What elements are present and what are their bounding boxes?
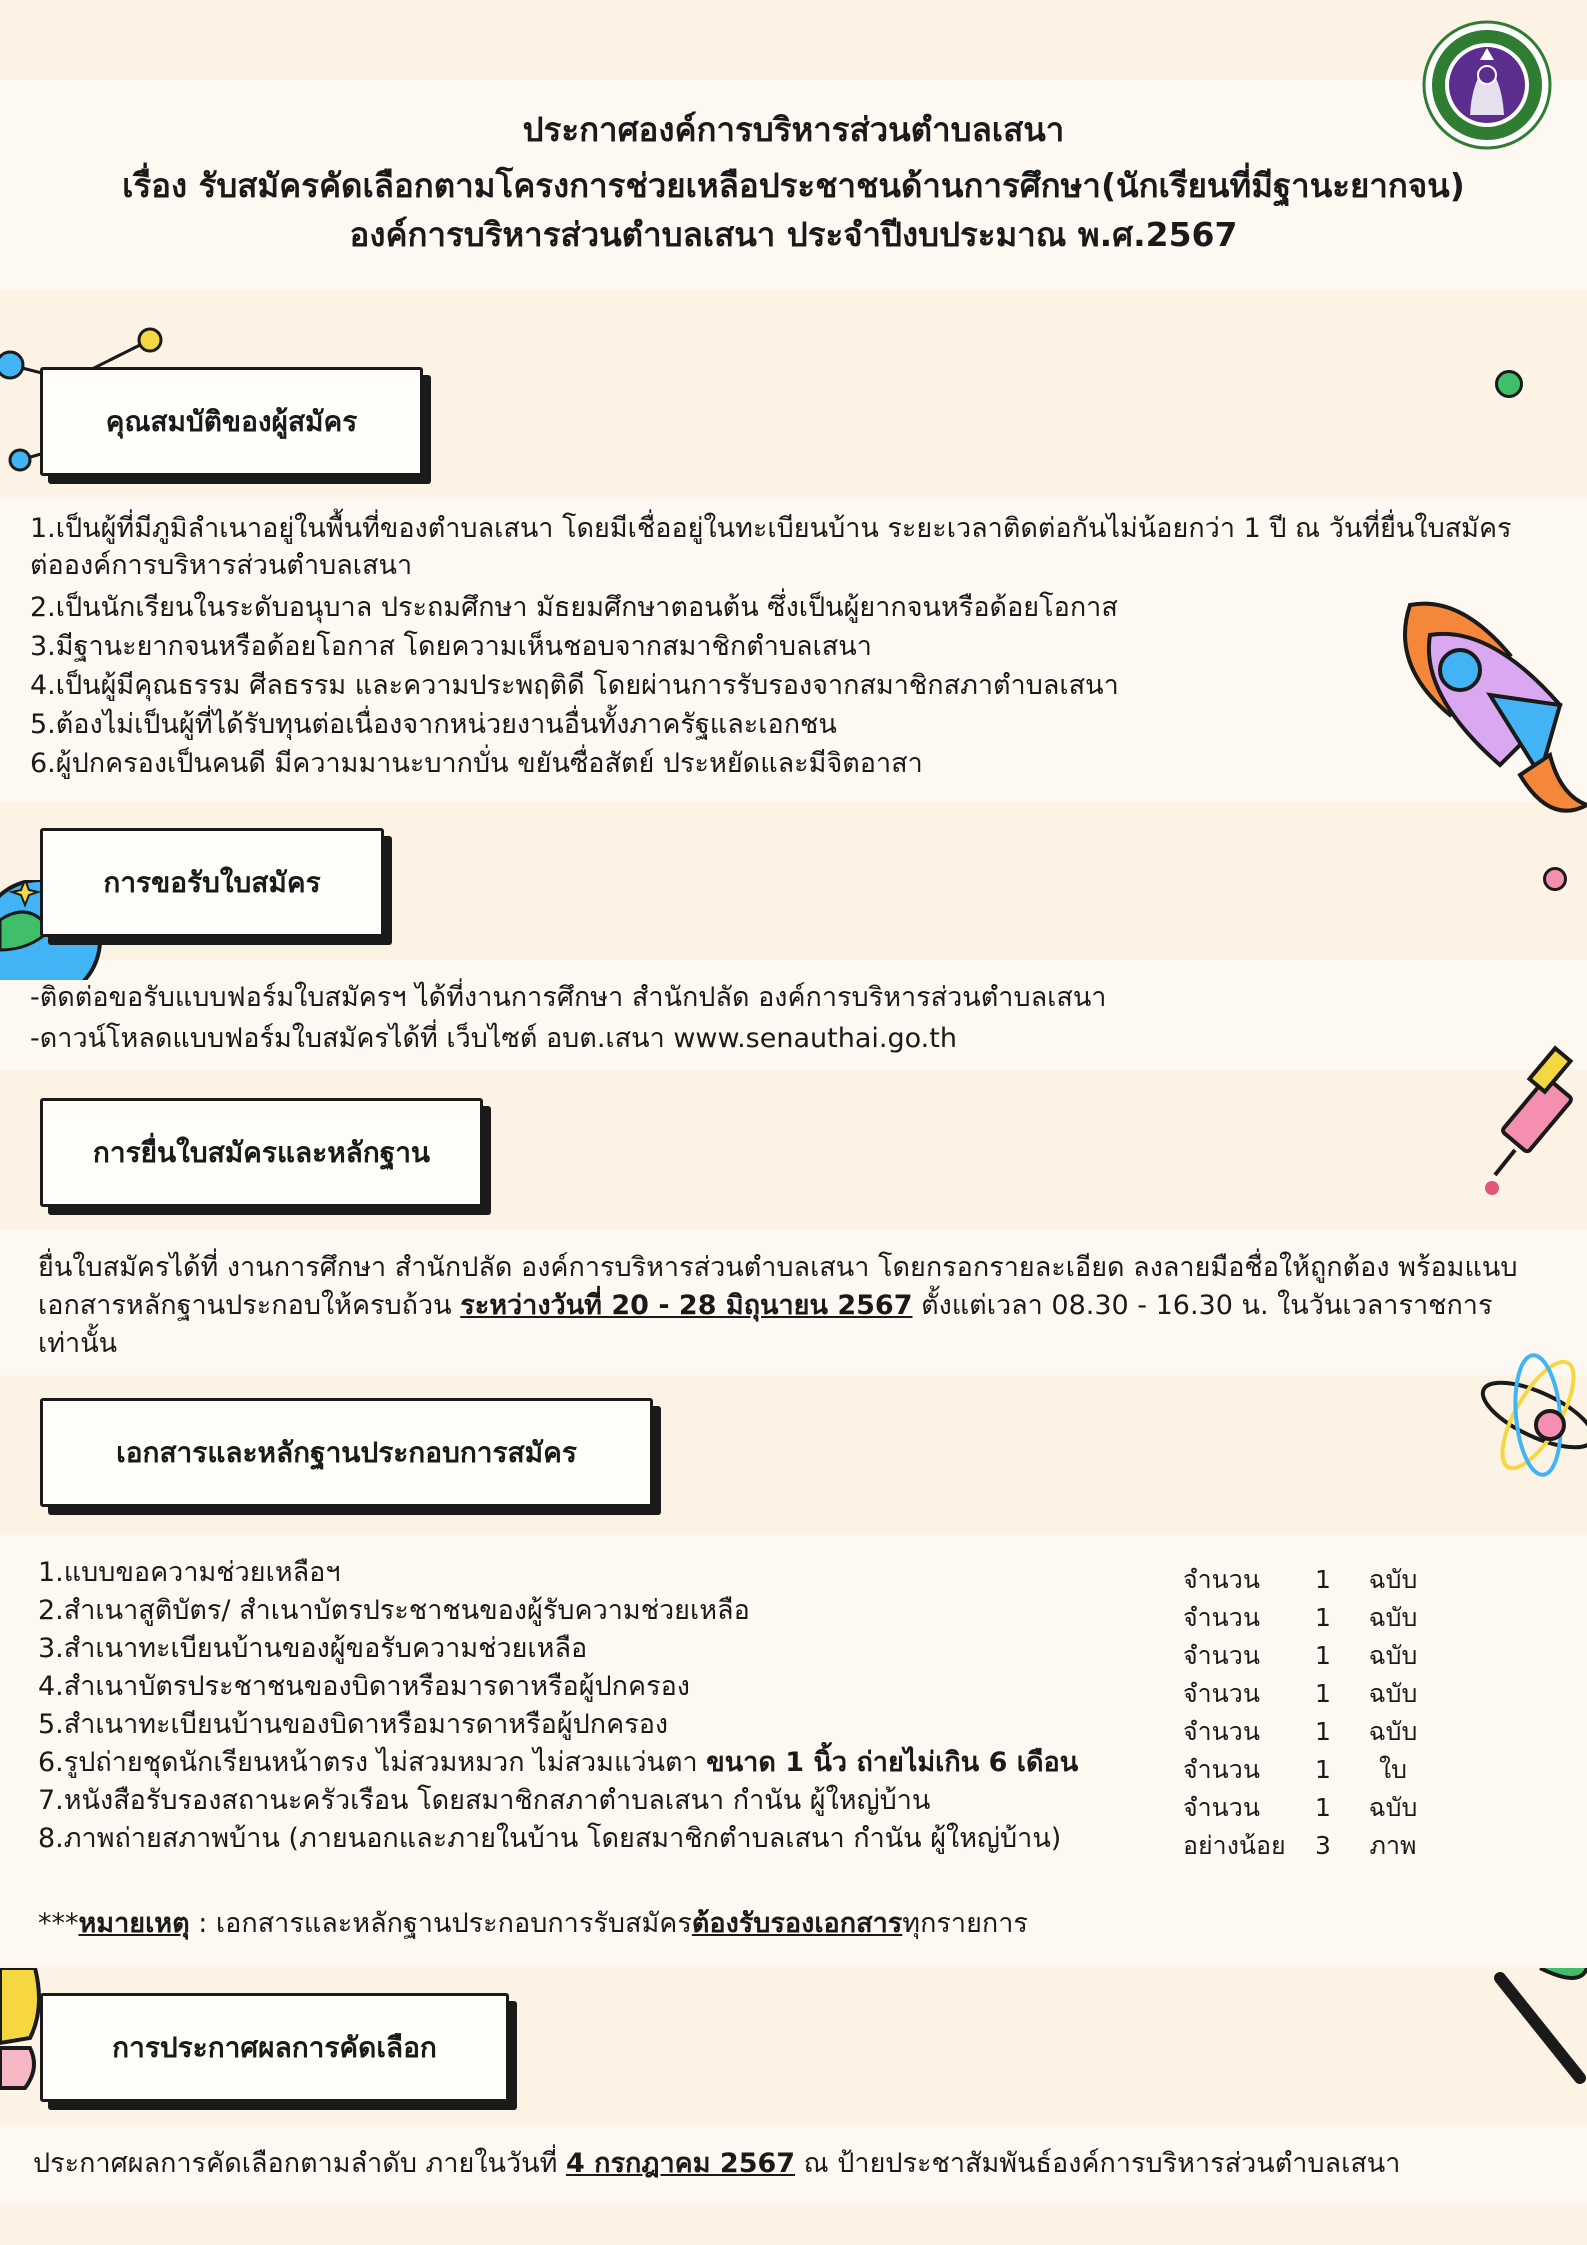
quantity-unit: ฉบับ [1368,1565,1418,1594]
quantity-label: จำนวน [1183,1641,1260,1670]
document-item [38,1705,668,1744]
title-line-1: ประกาศองค์การบริหารส่วนตำบลเสนา [522,110,1065,149]
rocket-icon [1390,595,1587,839]
document-item [38,1819,1061,1858]
qualification-item: 5.ต้องไม่เป็นผู้ที่ได้รับทุนต่อเนื่องจากหน่วยงานอื่นทั้งภาครัฐและเอกชน [30,709,837,740]
title-line-2: เรื่อง รับสมัครคัดเลือกตามโครงการช่วยเหลือประชาชนด้านการศึกษา(นักเรียนที่มีฐานะยากจน) [122,166,1465,205]
quantity-label: จำนวน [1183,1717,1260,1746]
request-form-item: -ดาวน์โหลดแบบฟอร์มใบสมัครได้ที่ เว็บไซต์ อบต.เสนา www.senauthai.go.th [30,1023,957,1054]
quantity-unit: ฉบับ [1368,1603,1418,1632]
qualification-item: 2.เป็นนักเรียนในระดับอนุบาล ประถมศึกษา มัธยมศึกษาตอนต้น ซึ่งเป็นผู้ยากจนหรือด้อยโอกาส [30,592,1118,623]
document-quantity [1183,1637,1433,1675]
quantity-label: จำนวน [1183,1755,1260,1784]
document-item-text: 3.สำเนาทะเบียนบ้านของผู้ขอรับความช่วยเหลือ [38,1633,588,1664]
quantity-unit: ฉบับ [1368,1641,1418,1670]
announcement-heading: การประกาศผลการคัดเลือก [40,1993,509,2102]
pink-dot-icon [1543,867,1567,891]
quantity-count: 1 [1315,1603,1331,1632]
note-text: : เอกสารและหลักฐานประกอบการรับสมัคร [189,1908,692,1939]
quantity-count: 1 [1315,1717,1331,1746]
atom-icon [1478,1340,1587,1494]
announcement-post: ณ ป้ายประชาสัมพันธ์องค์การบริหารส่วนตำบลเสนา [795,2148,1401,2179]
submission-line-1: ยื่นใบสมัครได้ที่ งานการศึกษา สำนักปลัด องค์การบริหารส่วนตำบลเสนา โดยกรอกรายละเอียด ลงลายมือชื่อให้ถูกต้อง พร้อมแนบ [38,1252,1518,1283]
document-item [38,1743,1078,1782]
document-quantity [1183,1827,1433,1865]
document-quantity [1183,1561,1433,1599]
document-item-text: 2.สำเนาสูติบัตร/ สำเนาบัตรประชาชนของผู้รับความช่วยเหลือ [38,1595,750,1626]
quantity-unit: ฉบับ [1368,1679,1418,1708]
document-quantity [1183,1713,1433,1751]
quantity-count: 1 [1315,1641,1331,1670]
quantity-count: 1 [1315,1679,1331,1708]
qualification-item: 3.มีฐานะยากจนหรือด้อยโอกาส โดยความเห็นชอบจากสมาชิกตำบลเสนา [30,631,872,662]
note-stars: *** [38,1908,79,1939]
quantity-unit: ฉบับ [1368,1793,1418,1822]
quantity-label: จำนวน [1183,1565,1260,1594]
qualifications-heading: คุณสมบัติของผู้สมัคร [40,367,423,476]
documents-heading: เอกสารและหลักฐานประกอบการสมัคร [40,1398,653,1507]
announcement-date: 4 กรกฎาคม 2567 [565,2148,796,2179]
announcement-text [33,2144,1400,2183]
qualification-item: 4.เป็นผู้มีคุณธรรม ศีลธรรม และความประพฤติดี โดยผ่านการรับรองจากสมาชิกสภาตำบลเสนา [30,670,1119,701]
document-item-text: 7.หนังสือรับรองสถานะครัวเรือน โดยสมาชิกสภาตำบลเสนา กำนัน ผู้ใหญ่บ้าน [38,1785,931,1816]
document-quantity [1183,1789,1433,1827]
note-label: หมายเหตุ [78,1908,190,1939]
document-item-text: 8.ภาพถ่ายสภาพบ้าน (ภายนอกและภายในบ้าน โดยสมาชิกตำบลเสนา กำนัน ผู้ใหญ่บ้าน) [38,1823,1062,1854]
syringe-icon [1480,1040,1587,1204]
document-quantity [1183,1751,1433,1789]
submission-time: ตั้งแต่เวลา 08.30 - 16.30 น. ในวันเวลาราชการ [912,1290,1493,1321]
quantity-count: 1 [1315,1755,1331,1784]
quantity-label: อย่างน้อย [1183,1831,1286,1860]
quantity-label: จำนวน [1183,1679,1260,1708]
title-line-3: องค์การบริหารส่วนตำบลเสนา ประจำปีงบประมาณ พ.ศ.2567 [349,215,1238,254]
documents-note [38,1904,1028,1943]
note-emphasis: ต้องรับรองเอกสาร [691,1908,903,1939]
qualification-item: ต่อองค์การบริหารส่วนตำบลเสนา [30,550,413,581]
note-end: ทุกรายการ [902,1908,1028,1939]
announcement-pre: ประกาศผลการคัดเลือกตามลำดับ ภายในวันที่ [33,2148,566,2179]
document-item [38,1781,930,1820]
document-item-emphasis: ขนาด 1 นิ้ว ถ่ายไม่เกิน 6 เดือน [706,1747,1079,1778]
quantity-unit: ใบ [1378,1755,1408,1784]
submission-heading: การยื่นใบสมัครและหลักฐาน [40,1098,483,1207]
quantity-unit: ฉบับ [1368,1717,1418,1746]
submission-date-range: ระหว่างวันที่ 20 - 28 มิถุนายน 2567 [460,1290,913,1321]
quantity-unit: ภาพ [1369,1831,1417,1860]
document-item [38,1667,690,1706]
document-item-text: 6.รูปถ่ายชุดนักเรียนหน้าตรง ไม่สวมหมวก ไม่สวมแว่นตา [38,1747,707,1778]
document-item-text: 4.สำเนาบัตรประชาชนของบิดาหรือมารดาหรือผู้ปกครอง [38,1671,690,1702]
qualification-item: 6.ผู้ปกครองเป็นคนดี มีความมานะบากบั่น ขยันซื่อสัตย์ ประหยัดและมีจิตอาสา [30,748,923,779]
document-quantity [1183,1599,1433,1637]
request-form-heading: การขอรับใบสมัคร [40,828,384,937]
quantity-count: 1 [1315,1793,1331,1822]
submission-line-3: เท่านั้น [38,1328,118,1359]
submission-text: เอกสารหลักฐานประกอบให้ครบถ้วน [38,1290,461,1321]
document-item-text: 1.แบบขอความช่วยเหลือฯ [38,1557,341,1588]
quantity-label: จำนวน [1183,1793,1260,1822]
quantity-label: จำนวน [1183,1603,1260,1632]
submission-line-2 [38,1286,1492,1325]
quantity-count: 3 [1315,1831,1331,1860]
green-dot-icon [1495,370,1523,398]
document-item [38,1591,750,1630]
quantity-count: 1 [1315,1565,1331,1594]
document-item [38,1553,341,1592]
magnifier-icon [1480,1968,1587,2092]
qualification-item: 1.เป็นผู้ที่มีภูมิลำเนาอยู่ในพื้นที่ของตำบลเสนา โดยมีเชื่ออยู่ในทะเบียนบ้าน ระยะเวลาติดต่อกันไม่น้อยกว่า 1 ปี ณ วันที่ยื่นใบสมัคร [30,513,1512,544]
document-item [38,1629,587,1668]
document-item-text: 5.สำเนาทะเบียนบ้านของบิดาหรือมารดาหรือผู้ปกครอง [38,1709,669,1740]
request-form-item: -ติดต่อขอรับแบบฟอร์มใบสมัครฯ ได้ที่งานการศึกษา สำนักปลัด องค์การบริหารส่วนตำบลเสนา [30,982,1107,1013]
document-quantity [1183,1675,1433,1713]
